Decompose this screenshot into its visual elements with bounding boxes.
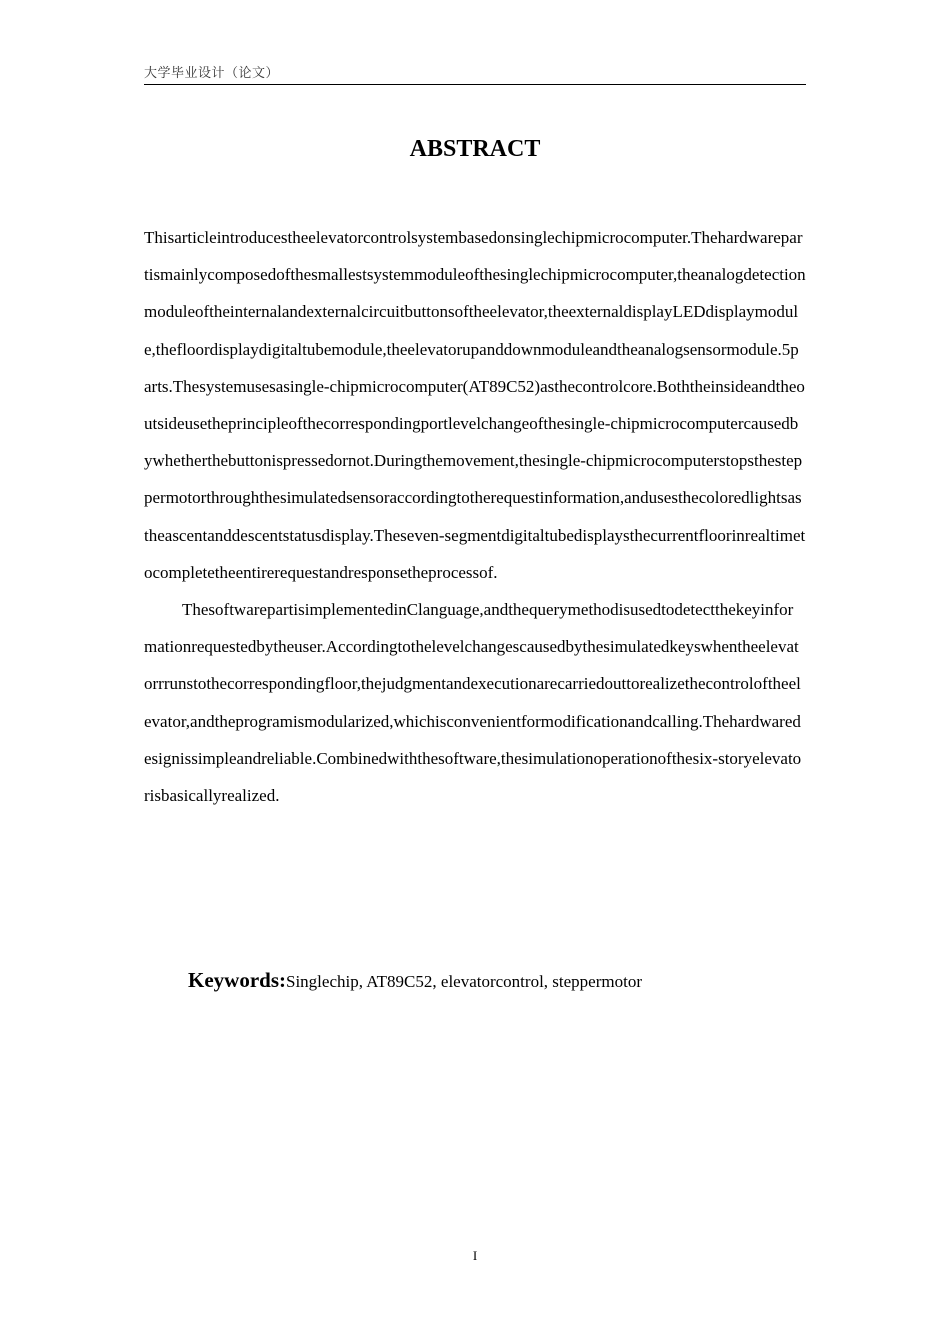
abstract-paragraph-1: Thisarticleintroducestheelevatorcontrolsystembasedonsinglechipmicrocomputer.Thehardwarepartismainlycomposedofthesmallestsystemmoduleofthesinglechipmicrocomputer,theanalogdetectionmoduleoftheinternalandexternalcircuitbuttonsoftheelevator,theexternaldisplayLEDdisplaymodule,thefloordisplaydigitaltubemodule,theelevatorupanddownmoduleandtheanalogsensormodule.5parts.Thesystemusesasingle-chipmicrocomputer(AT89C52)asthecontrolcore.Boththeinsideandtheoutsideusetheprincipleofthecorrespondingportlevelchangeofthesingle-chipmicrocomputercausedbywhetherthebuttonispressedornot.Duringthemovement,thesingle-chipmicrocomputerstopsthesteppermotorthroughthesimulatedsensoraccordingtotherequestinformation,andusesthecoloredlightsastheascentanddescentstatusdisplay.Theseven-segmentdigitaltubedisplaysthecurrentfloorinrealtimetocompletetheentirerequestandresponsetheprocessof. <box>144 228 806 582</box>
keywords-line <box>188 965 808 997</box>
abstract-body <box>144 219 806 814</box>
abstract-title: ABSTRACT <box>409 136 541 162</box>
keywords-value: Singlechip, AT89C52, elevatorcontrol, steppermotor <box>286 972 642 991</box>
abstract-paragraph-2: ThesoftwarepartisimplementedinClanguage,andthequerymethodisusedtodetectthekeyinformationrequestedbytheuser.Accordingtothelevelchangescausedbythesimulatedkeyswhentheelevatorrrunstothecorrespondingfloor,thejudgmentandexecutionarecarriedouttorealizethecontroloftheelevator,andtheprogramismodularized,whichisconvenientformodificationandcalling.Thehardwaredesignissimpleandreliable.Combinedwiththesoftware,thesimulationoperationofthesix-storyelevatorisbasicallyrealized. <box>144 600 802 806</box>
header-text: 大学毕业设计（论文） <box>144 66 280 81</box>
page-number: I <box>472 1248 478 1263</box>
page-header <box>144 64 806 85</box>
keywords-label: Keywords: <box>188 968 286 992</box>
